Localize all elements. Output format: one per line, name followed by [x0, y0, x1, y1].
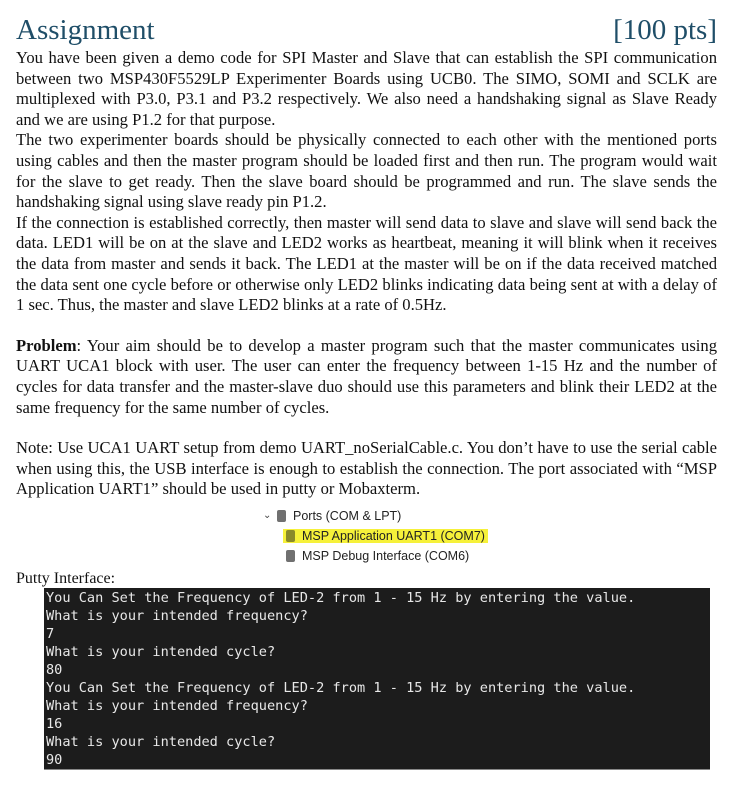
terminal-line: 90	[46, 751, 63, 768]
putty-terminal	[44, 588, 710, 770]
terminal-line: What is your intended cycle?	[46, 733, 276, 750]
problem-label: Problem	[16, 335, 77, 355]
terminal-line: You Can Set the Frequency of LED-2 from 1 - 15 Hz by entering the value.	[46, 589, 636, 606]
paragraph-note: Note: Use UCA1 UART setup from demo UART_noSerialCable.c. You don’t have to use the serial cable when using this, the USB interface is enough to establish the connection. The port associated with “MSP Application UART1” should be used in putty or Mobaxterm.	[16, 438, 717, 499]
port-icon	[286, 550, 295, 562]
paragraph-problem	[16, 336, 717, 418]
paragraph-setup: The two experimenter boards should be physically connected to each other with the mentioned ports using cables and then the master program should be loaded first and then run. The program would wait for the slave to get ready. Then the slave board should be programmed and run. The slave sends the handshaking signal using slave ready pin P1.2.	[16, 130, 717, 212]
port-item-uart1[interactable]: MSP Application UART1 (COM7)	[302, 528, 485, 543]
terminal-line: 80	[46, 661, 63, 678]
problem-text: : Your aim should be to develop a master program such that the master communicates using UART UCA1 block with user. The user can enter the frequency between 1-15 Hz and the number of cycles for data transfer and the master-slave duo should use this parameters and blink their LED2 at the same frequency for the same number of cycles.	[16, 335, 717, 417]
port-item-debug[interactable]: MSP Debug Interface (COM6)	[302, 548, 470, 563]
paragraph-connection: If the connection is established correctly, then master will send data to slave and slave will send back the data. LED1 will be on at the slave and LED2 works as heartbeat, meaning it will blink when it receives the data from master and sends it back. The LED1 at the master will be on if the data received matched the data sent one cycle before or otherwise only LED2 blinks indicating data being sent at with a delay of 1 sec. Thus, the master and slave LED2 blinks at a rate of 0.5Hz.	[16, 212, 717, 315]
port-icon	[277, 510, 286, 522]
port-icon	[286, 530, 295, 542]
terminal-line: 7	[46, 625, 55, 642]
header	[16, 12, 717, 48]
points-label: [100 pts]	[613, 14, 717, 46]
device-manager-ports	[263, 506, 717, 566]
terminal-line: What is your intended cycle?	[46, 643, 276, 660]
terminal-line: What is your intended frequency?	[46, 697, 308, 714]
paragraph-intro: You have been given a demo code for SPI Master and Slave that can establish the SPI communication between two MSP430F5529LP Experimenter Boards using UCB0. The SIMO, SOMI and SCLK are multiplexed with P3.0, P3.1 and P3.2 respectively. We also need a handshaking signal as Slave Ready and we are using P1.2 for that purpose.	[16, 48, 717, 129]
chevron-down-icon[interactable]: ⌄	[263, 510, 272, 522]
document	[0, 12, 733, 770]
terminal-line: 16	[46, 715, 63, 732]
putty-label: Putty Interface:	[16, 569, 116, 587]
terminal-line: You Can Set the Frequency of LED-2 from 1 - 15 Hz by entering the value.	[46, 679, 636, 696]
page-title: Assignment	[16, 14, 155, 46]
terminal-line: What is your intended frequency?	[46, 607, 308, 624]
ports-group-label[interactable]: Ports (COM & LPT)	[293, 508, 402, 523]
